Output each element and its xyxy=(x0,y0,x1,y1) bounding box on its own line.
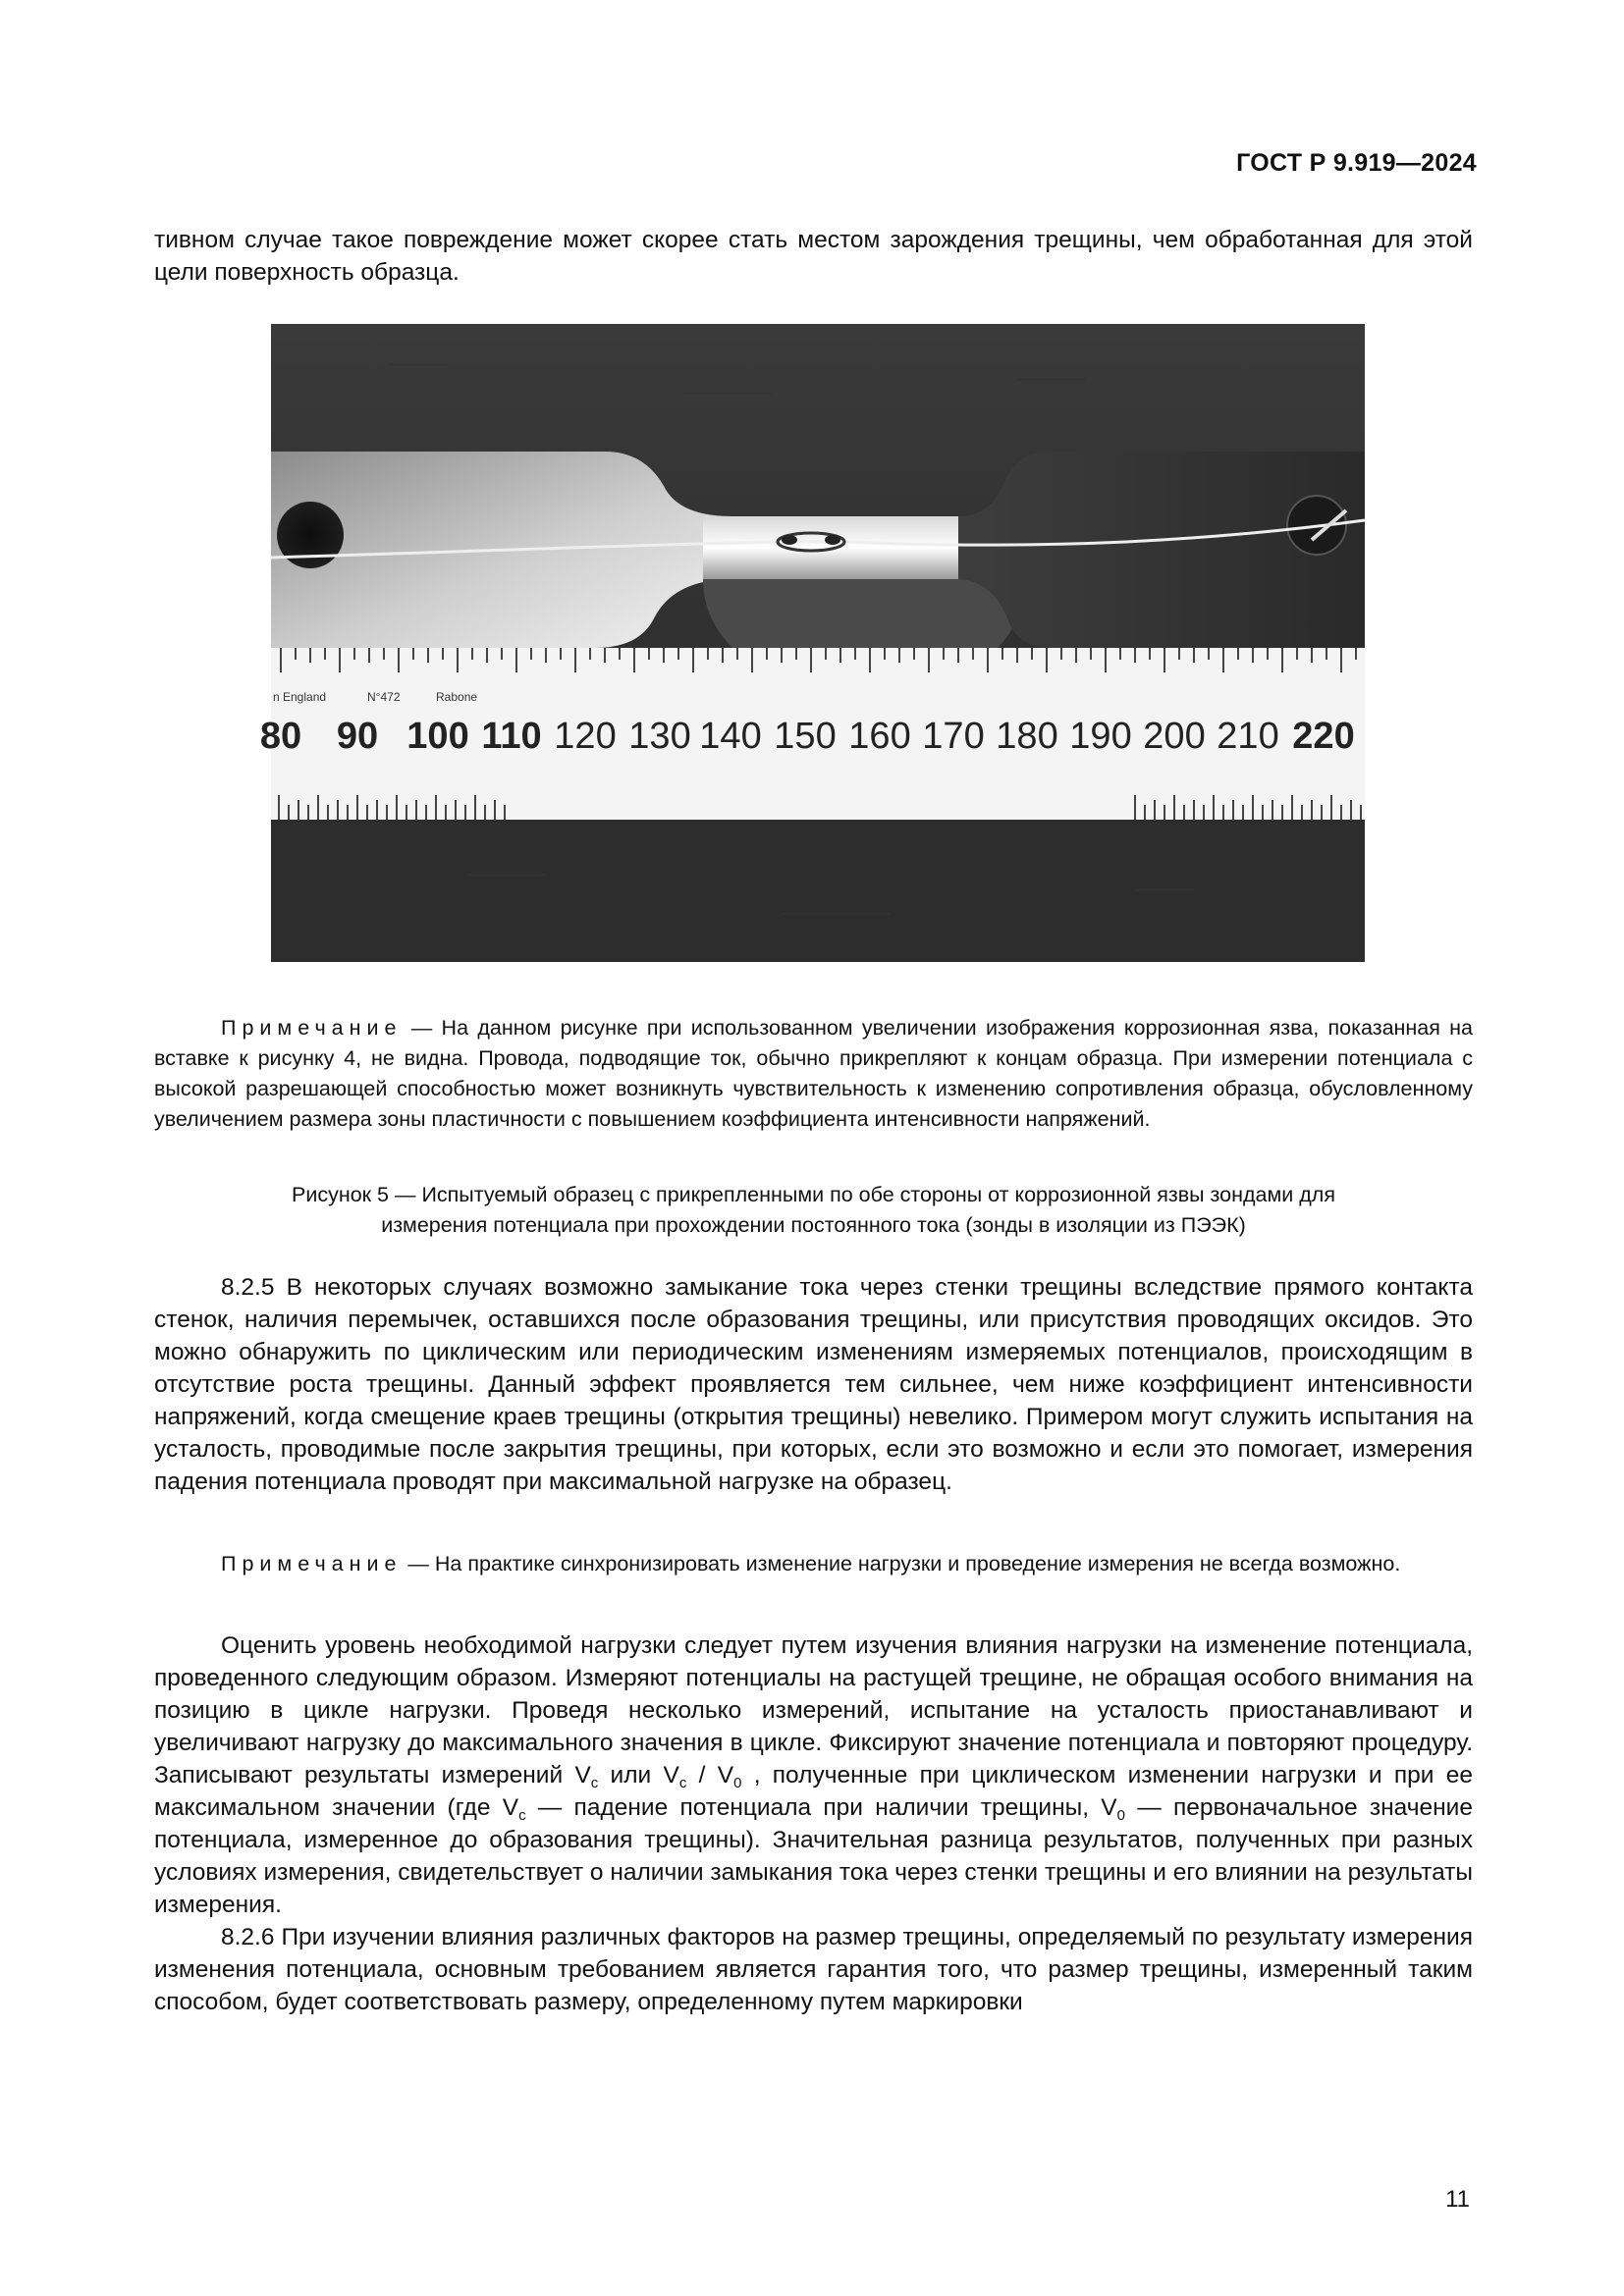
ruler-number: 200 xyxy=(1143,716,1206,757)
ruler-imprint-text: n England xyxy=(273,690,327,704)
ruler-number: 120 xyxy=(554,716,617,757)
ruler-number: 130 xyxy=(628,716,691,757)
intro-paragraph: тивном случае такое повреждение может скорее стать местом зарождения трещины, чем обработанная для этой цели поверхность образца. xyxy=(154,227,1473,286)
ruler-number: 210 xyxy=(1217,716,1279,757)
ruler-numbers xyxy=(260,716,1355,757)
note-text: — На практике синхронизировать изменение нагрузки и проведение измерения не всегда возможно. xyxy=(402,1552,1401,1575)
ruler-number: 160 xyxy=(848,716,911,757)
caption-line: измерения потенциала при прохождении постоянного тока (зонды в изоляции из ПЭЭК) xyxy=(381,1213,1246,1237)
note-label: Примечание xyxy=(221,1016,403,1040)
practice-note xyxy=(154,1549,1473,1579)
ruler xyxy=(260,648,1365,820)
ruler-number: 190 xyxy=(1069,716,1132,757)
note-text: — На данном рисунке при использованном увеличении изображения коррозионная язва, показанная на вставке к рисунку 4, не видна. Провода, подводящие ток, обычно прикрепляют к концам образца. При измерении потенциала с высокой разрешающей способностью может возникнуть чувствительность к изменению сопротивления образца, обусловленному увеличением размера зоны пластичности с повышением коэффициента интенсивности напряжений. xyxy=(154,1016,1473,1131)
paragraph-load-evaluation: Оценить уровень необходимой нагрузки следует путем изучения влияния нагрузки на изменение потенциала, проведенного следующим образом. Измеряют потенциалы на растущей трещине, не обращая особого внимания на позицию в цикле нагрузки. Проведя несколько измерений, испытание на усталость приостанавливают и увеличивают нагрузку до максимального значения в цикле. Фиксируют значение потенциала и повторяют процедуру. Записывают результаты измерений $V_c$ или $V_c / V_0$ , полученные при циклическом изменении нагрузки и при ее максимальном значении (где $V_c$ — падение потенциала при наличии трещины, $V_0$ — первоначальное значение потенциала, измеренное до образования трещины). Значительная разница результатов, полученных при разных условиях измерения, свидетельствует о наличии замыкания тока через стенки трещины и его влиянии на результаты измерения. xyxy=(154,1632,1474,1918)
note-label: Примечание xyxy=(221,1552,403,1575)
probe-spot xyxy=(782,535,797,545)
ruler-number: 150 xyxy=(774,716,837,757)
specimen-gauge-shadow xyxy=(703,579,1020,648)
photo-background-lower xyxy=(271,820,1365,962)
specimen-photo xyxy=(259,324,1365,962)
ruler-number: 110 xyxy=(481,716,542,757)
ruler-number: 180 xyxy=(996,716,1058,757)
page-number: 11 xyxy=(1445,2186,1470,2213)
ruler-imprint-text: N°472 xyxy=(367,690,401,704)
figure-caption xyxy=(154,1180,1473,1241)
section-8-2-5: 8.2.5 В некоторых случаях возможно замыкание тока через стенки трещины вследствие прямого контакта стенок, наличия перемычек, оставшихся после образования трещины, или присутствия проводящих оксидов. Это можно обнаружить по циклическим или периодическим изменениям измеряемых потенциалов, происходящим в отсутствие роста трещины. Данный эффект проявляется тем сильнее, чем ниже коэффициент интенсивности напряжений, когда смещение краев трещины (открытия трещины) невелико. Примером могут служить испытания на усталость, проводимые после закрытия трещины, при которых, если это возможно и если это помогает, измерения падения потенциала проводят при максимальной нагрузке на образец. xyxy=(154,1274,1473,1495)
figure-note xyxy=(154,1013,1473,1135)
ruler-number: 140 xyxy=(699,716,762,757)
probe-spot xyxy=(825,535,840,545)
ruler-imprint-text: Rabone xyxy=(436,690,478,704)
ruler-number: 170 xyxy=(922,716,985,757)
section-8-2-6: 8.2.6 При изучении влияния различных факторов на размер трещины, определяемый по результату измерения изменения потенциала, основным требованием является гарантия того, что размер трещины, измеренный таким способом, будет соответствовать размеру, определенному путем маркировки xyxy=(154,1924,1473,2015)
caption-line: Рисунок 5 — Испытуемый образец с прикрепленными по обе стороны от коррозионной язвы зондами для xyxy=(291,1183,1335,1206)
ruler-number: 100 xyxy=(406,716,469,757)
ruler-number: 90 xyxy=(336,716,379,757)
ruler-number: 220 xyxy=(1292,716,1355,757)
ruler-number: 80 xyxy=(259,716,302,757)
document-header: ГОСТ Р 9.919—2024 xyxy=(1236,149,1477,177)
load-evaluation-block xyxy=(154,1629,1473,2018)
ruler-imprint xyxy=(273,690,477,704)
